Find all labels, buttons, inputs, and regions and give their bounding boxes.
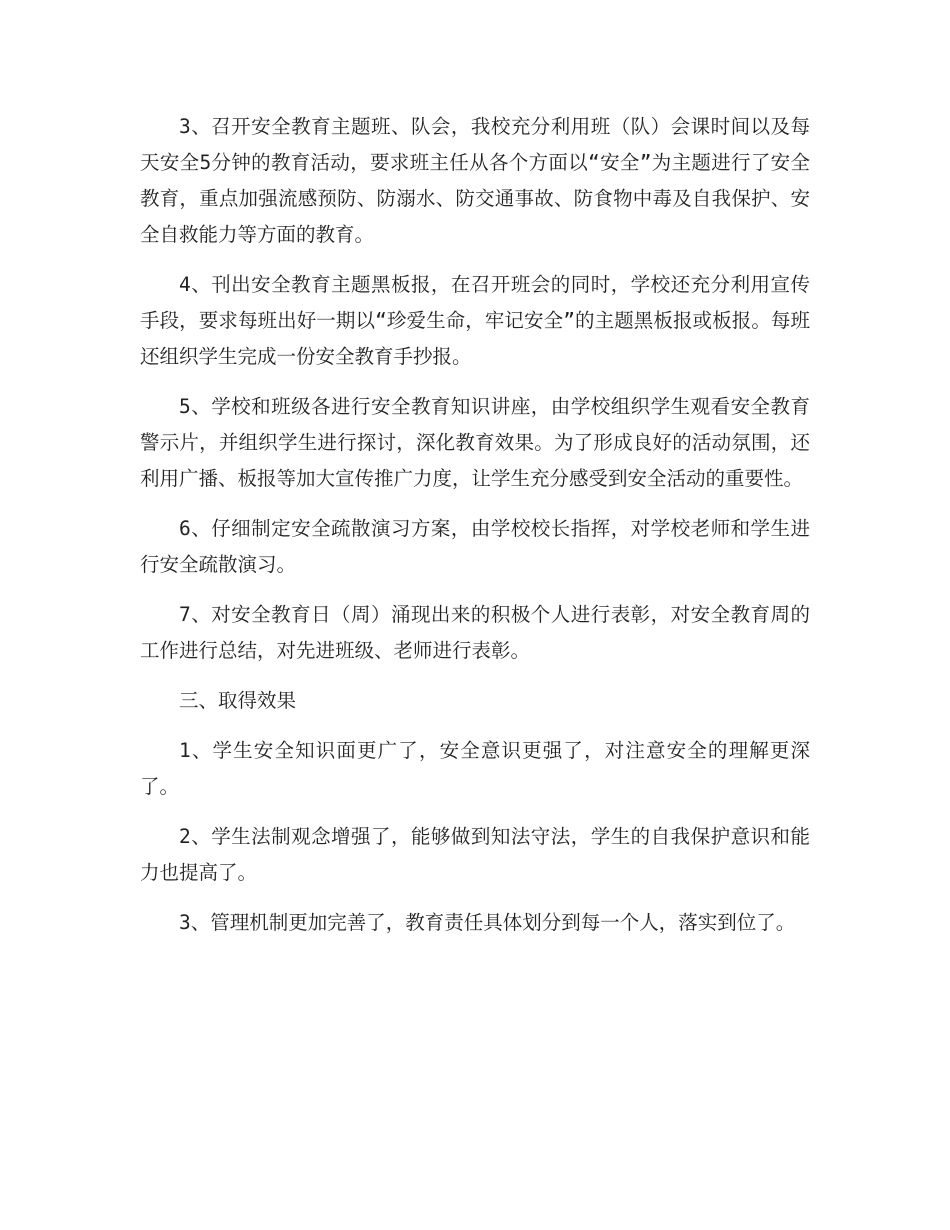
- paragraph-result-3-management: 3、管理机制更加完善了，教育责任具体划分到每一个人，落实到位了。: [179, 911, 796, 934]
- paragraph-item-5-safety-lecture: 5、学校和班级各进行安全教育知识讲座，由学校组织学生观看安全教育警示片，并组织学生进行探讨，深化教育效果。为了形成良好的活动氛围，还利用广播、板报等加大宣传推广力度，让学生充分感受到安全活动的重要性。: [140, 395, 810, 490]
- document-body: [140, 109, 810, 955]
- paragraph-item-7-commendation: 7、对安全教育日（周）涌现出来的积极个人进行表彰，对安全教育周的工作进行总结，对先进班级、老师进行表彰。: [140, 603, 810, 662]
- paragraph-result-2-legal-awareness: 2、学生法制观念增强了，能够做到知法守法，学生的自我保护意识和能力也提高了。: [140, 825, 810, 884]
- paragraph-result-1-knowledge: 1、学生安全知识面更广了，安全意识更强了，对注意安全的理解更深了。: [140, 739, 810, 798]
- paragraph-item-3-class-meeting: 3、召开安全教育主题班、队会，我校充分利用班（队）会课时间以及每天安全5分钟的教育活动，要求班主任从各个方面以“安全”为主题进行了安全教育，重点加强流感预防、防溺水、防交通事故、防食物中毒及自我保护、安全自救能力等方面的教育。: [140, 115, 810, 246]
- paragraph-item-4-blackboard-report: 4、刊出安全教育主题黑板报，在召开班会的同时，学校还充分利用宣传手段，要求每班出好一期以“珍爱生命，牢记安全”的主题黑板报或板报。每班还组织学生完成一份安全教育手抄报。: [140, 273, 810, 368]
- section-heading-results: 三、取得效果: [179, 689, 297, 712]
- paragraph-item-6-evacuation-drill: 6、仔细制定安全疏散演习方案，由学校校长指挥，对学校老师和学生进行安全疏散演习。: [140, 517, 810, 576]
